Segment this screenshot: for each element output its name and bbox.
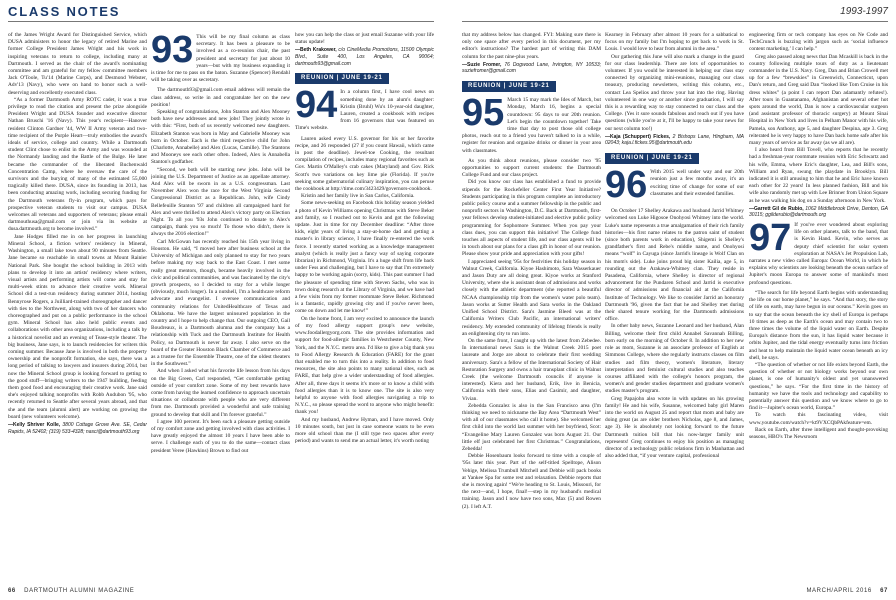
note-paragraph: how you can help the class or just email Suzanne with your life status update!: [295, 32, 434, 46]
note-paragraph: Our gathering this June will also mark a change in the guard for our class leadership. There are lots of opportunities to volunteer. If you would be interested in helping our class stay connected by organizing mini-reunions, managing our class treasury, producing newsletters, writing this column, etc., contact Lea Spelios and throw your hat into the ring. Having volunteered in one way or another since graduation, I will say this is a rewarding way to stay connected to our class and the College. (Yes it sure sounds fabulous and reach out if you have questions (while you're at it, I'll be happy to take your news for our next column too!): [605, 53, 744, 132]
note-paragraph: In other baby news, Suzanne Leonard and her husband, Alan Billing, welcome their first child Annabel Savannah Billing, born early on the morning of October 8. In addition to her new role as mom, Suzanne is an associate professor of English at Simmons College, where she regularly instructs classes on film studies and film theory, women's literature, literary interpretation and feminist cultural studies and also teaches courses affiliated with the college's honors program, the women's and gender studies department and graduate women's studies master's program.: [605, 323, 744, 395]
secretary-contact: 1062 Middlebrook Drive, Denton, GA 30115; ggilderubio@dartmouth.org: [749, 205, 888, 219]
note-paragraph: This will be my final column as class secretary. It has been a pleasure to be involved as a co-reunion chair, the past president and secretary for just about 10 years—but with my business expanding it is time for me to pass on the baton. Suzanne (Spencer) Rendahl will be taking over as secretary.: [151, 34, 290, 84]
note-paragraph: I also heard from Bill Tovell, who reports that he recently had a freshman-year roommate reunion with Eric Schwartz and his wife, Emma, where Eric's daughter, Lea, and Bill's sons, William and Ryan, swung the playdate in Brooklyn. Bill indicated it is still amusing to him that he and Eric have known each other for 22 years! In less planned fashion, Bill and his wife also randomly met up with Lee Brinner from Union Square as he was walking his dog on a Sunday afternoon in New York.: [749, 147, 888, 204]
reunion-banner: REUNION | JUNE 19-21: [295, 73, 389, 84]
note-paragraph: Debbie Hosenbaum looks forward to time with a couple of '95s later this year. Part of the self-titled Spelltope, Alison Vehige, Melissa Trumbull Mitchell and Debbie will pack books at Yankee Spa for some rest and relaxation. Debbie reports that she is moving again! “We're heading to St. Louis, Missouri, for the next—and, I hope, final!—step in my husband's medical training. Jason and I now have two sons, Max (5) and Rowen (2). I left A.T.: [462, 453, 601, 510]
secretary-name: —Garrett Gil de Rubio,: [749, 205, 804, 212]
class-year-numeral: 95: [462, 92, 505, 135]
secretary-contact: 3800 Cottage Grove Ave. SE, Cedar Rapids, IA 52402; (319) 533-4328; nasci@dartmouth93.org: [8, 421, 147, 435]
secretary-name: —Kelly Shriver Kolle,: [8, 421, 61, 428]
text-column: [295, 32, 434, 588]
note-paragraph: “As a former Dartmouth Army ROTC cadet, it was a true privilege to read the citation and present the prize alongside President Wright and DUSA founder and executive director Nathan Bruschi '16 (Navy). This year's recipient—Hanover resident Clinton Gardner '44, WW II Army veteran and two-time recipient of the Purple Heart—truly embodies the award's ideals of service, college and country. While a Dartmouth student Clint chose to enlist in the Army and was wounded at the Normandy landing and the Battle of the Bulge. He later became the commander of the liberated Buchenwald Concentration Camp, where he oversaw the care of the survivors and the burying of many of the estimated 55,000 tragically killed there. DUSA, since its founding in 2013, has been conducting amazing work, including securing funding for the Dartmouth veterans fly-in program, which pays for prospective veteran students to visit our campus. DUSA welcomes all veterans and supporters of veterans; please email dartmouthusa@gmail.com or join via its website at dusa.dartmouth.org to become involved.”: [8, 96, 147, 233]
text-column: [605, 32, 744, 588]
note-paragraph: In a column first, I have cool news on something done by an alum's daughter: Kristin (Bruhl) Wu's 10-year-old daughter, Lauren, created a cookbook with recipes from 16 governors that was featured on Time's website.: [295, 89, 434, 132]
note-paragraph: engineering firm or tech company has eyes on Ne Code and TechCrunch is buzzing with jargon such as ‘social influence content marketing,’ I can help.”: [749, 32, 888, 53]
note-paragraph: “The search for life beyond Earth begins with understanding the life on our home planet,” he says. “And that story, the story of life on earth, may have begun in our oceans.” Kevin goes on to say that the ocean beneath the icy shell of Europa is perhaps 10 times as deep as the Earth's ocean and may contain two to three times the volume of the liquid water on Earth. Despite Europa's distance from the sun, it has liquid water because it orbits Jupiter, and the tidal energy eventually turns into friction and heat to help maintain the liquid water ocean beneath an icy shell, he says.: [749, 289, 888, 361]
left-page-footer: [8, 588, 134, 600]
text-column: [151, 32, 290, 588]
page-number: 67: [880, 588, 888, 594]
class-year-entry: [295, 84, 434, 132]
class-year-entry: [749, 217, 888, 287]
note-paragraph: On the same front, I caught up with the latest from Zebedee. In international news Sara is the Walnut Creek 2015 poet laureate and Jorge are about to celebrate their first wedding anniversary. Sara's a fellow of the International Society of Hair Restoration Surgery and owns a hair transplant clinic in Walnut Creek (the welcome Dartmouth councils if anyone is interested). Kiera and her husband, Erik, live in Benicia, California with their sons, Elias and Casimir, and daughter, Vivian.: [462, 337, 601, 402]
note-paragraph: I agree 100 percent. It's been such a pleasure getting outside of my comfort zone and getting involved with class activities. I have greatly enjoyed the almost 10 years I have been able to serve. I challenge each of you to do the same—contact class president Veree (Hawkins) Brown to find out: [151, 418, 290, 454]
page-number: 66: [8, 588, 16, 594]
note-paragraph: Kearney in February after almost 10 years for a sabbatical to focus on my family but I'm hoping to get back to work in St. Louis. I would love to hear from alumni in the area.”: [605, 32, 744, 53]
note-paragraph: To watch this fascinating video, visit www.youtube.com/watch?v=kt9VXCQbPAkfeature=em.: [749, 412, 888, 426]
note-paragraph: “Second, we both will be starting new jobs. John will be joining the U.S. Department of Justice as an appellate attorney. And Alex will be sworn in as a U.S. congressman. Last November Alex won the race for the West Virginia Second Congressional District as a Republican. John, wife Cindy Bellefeuille Stanton '97 and children all campaigned hard for Alex and were thrilled to attend Alex's victory party on Election Night. To all you '93s John continued to donate to Alex's campaign, thank you so much! To those who didn't, there is always the 2016 election!”: [151, 166, 290, 238]
note-paragraph: If you've ever wondered about exploring life on other planets, talk to the band, that is Kevin Hand. Kevin, who serves as deputy chief scientist for solar system exploration at NASA's Jet Propulsion Lab, narrates a new video called Europa: Ocean World, in which he explains why scientists are looking beneath the ocean surface of Jupiter's moon Europa to answer some of mankind's most profound questions.: [749, 222, 888, 286]
note-paragraph: On October 17 Shelley Arakawa and husband Jarrid Whitney welcomed son Luke Higosoe Onohyosi Whitney into the world. Luke's name represents a true amalgamation of their rich family histories—his first name relates to the patron saint of student (since both parents work in education), Shigemi is Shelley's grandfather's first and Rebe's middle name, and Onohyosi means “wolf” in Cayuga (since Jarrid's lineage is Wolf Clan on his mom's side). Luke joins proud big sister Kailia, age 5, in rounding out the Arakawa-Whitney clan. They reside in Pasadena, California, where Shelley is director of regional advancement for the Pundaren School and Jarrid is executive director of admissions and financial aid at the California Institute of Technology. We like to consider Jarrid an honorary Dartmouth '96, given the fact that he and Shelley met during their shared tenure working for the Dartmouth admissions office.: [605, 208, 744, 323]
note-paragraph: Speaking of congratulations, John Stanton and Alex Mooney both have new addresses and new jobs! They jointly wrote in with this: “First, both of us recently welcomed new daughters. Elizabeth Stanton was born in May and Gabrielle Mooney was born in October. Each is the third respective child for John (Charlotte, Annabelle) and Alex (Lucas, Camille). The Stantons and Mooneys see each other often. Indeed, Alex is Annabella Stanton's godfather.: [151, 109, 290, 166]
secretary-name: —Kaja (Schuppert) Fickes,: [605, 133, 671, 140]
note-paragraph: On the home front, I am very excited to announce the launch of my food allergy support group's new website, www.foodallergyorg.com. The site provides information and support for food-allergic families in Westchester County, New York, and the N.Y.C. metro area. I'd like to give a big thank you to Food Allergy Research & Education (FARE) for the grant that enabled me to turn this into a reality. In addition to food resources, the site also points to many national sites, such as FARE, that help give a wider understanding of food allergies. After all, three days it seems it's more or to know a child with food allergies than it is to know one. The site is also very helpful to anyone with food allergies navigating a trip to N.Y.C., so please spread the word to anyone who might benefit: thank you!: [295, 315, 434, 416]
reunion-banner: REUNION | JUNE 19-21: [462, 81, 556, 92]
note-paragraph: Did you know our class has established a fund to provide stipends for the Rockefeller Center First Year Initiative? Students participating in this program complete an introductory public policy course and a summer fellowship in the public and nonprofit sectors in Washington, D.C. Back at Dartmouth, first-year fellows develop student-initiated and elective public policy programming for Sophomore Summer. When you pay your class dues, you can support this initiative! The College fund touches all aspects of student life, and our class agents will be in touch about our plans for a class gift in honor of our reunion. Please show your pride and appreciation with your gifts!: [462, 179, 601, 258]
text-column: [749, 32, 888, 588]
text-column: [8, 32, 147, 588]
header-rule: [8, 21, 434, 22]
class-year-entry: [462, 92, 601, 155]
section-title: CLASS NOTES: [8, 4, 121, 19]
note-paragraph: Lauren asked every U.S. governor for his or her favorite recipe, and 26 responded (27 if you count Hawaii, which came in post the deadline). Jewel-toe Cooking, the resultant compilation of recipes, includes many regional favorites such as Gov. Martin O'Malley's crab cakes (Maryland) and Gov. Rick Scott's two variations on key lime pie (Florida). If you're seeking some gubernatorial culinary inspiration, you can peruse the cookbook at http://time.com/3423429/governors-cookbook.: [295, 135, 434, 193]
left-page-header: [8, 0, 434, 24]
note-paragraph: Carl McGowan has recently reached his 15th year living in Houston. He said, “I moved here after business school at the University of Michigan and only planned to stay for two years before making my way back to the East Coast. I met some really great mentors, though, became heavily involved in the civic and political communities, and was fascinated by the city's growth prospects, so I decided to stay for a while longer (obviously, much longer). In a nutshell, I'm a healthcare reform advocate and evangelist. I oversee communication and community relations for UnitedHealthcare of Texas and Oklahoma. We have the largest uninsured population in the country and I hope to help change that. Our outgoing CEO, Gail Boudreaux, is a Dartmouth alumna and the company has a relationship with Tuck and the Dartmouth Institute for Health Policy, so Dartmouth is never far away. I also serve on the board of the Greater Houston Black Chamber of Commerce and as a trustee for the Ensemble Theatre, one of the oldest theaters in the Southwest.”: [151, 238, 290, 368]
secretary-signature: [462, 62, 601, 75]
note-paragraph: March 15 may mark the Ides of March, but Monday, March 16, begins a special countdown: 95 days to our 20th reunion. Let's begin the countdown together! Take time that day to post those old college photos, reach out to a friend you haven't talked to in a while, register for reunion and organize drinks or dinner in your area with classmates.: [462, 97, 601, 154]
secretary-name: —Beth Krakower,: [295, 47, 337, 54]
header-rule: [462, 21, 888, 22]
publication-name: DARTMOUTH ALUMNI MAGAZINE: [24, 588, 135, 594]
note-paragraph: Back on Earth, after three intelligent and thought-provoking seasons, HBO's The Newsroom: [749, 426, 888, 440]
secretary-contact: c/o CineMedia Promotions, 11500 Olympic Blvd., Suite 400, Los Angeles, CA 90064; dartmouth93@gmail.com: [295, 47, 434, 67]
class-year-numeral: 96: [605, 164, 648, 207]
class-year-numeral: 97: [749, 217, 792, 260]
note-paragraph: And my husband, Andrew Hyman, and I have moved. Only 10 minutes south, but just in case someone wants to be even more old school than me (I still type two spaces after every period) and wants to send me an actual letter, it's worth noting: [295, 416, 434, 445]
reunion-banner: REUNION | JUNE 19-21: [605, 153, 699, 164]
note-paragraph: that my address below has changed. FYI: Making sure there is only one space after every period in this document, per my editor's instructions? The hardest part of writing this DAM column for the past nine-plus years.: [462, 32, 601, 60]
secretary-signature: [605, 134, 744, 147]
note-paragraph: “The question of whether or not life exists beyond Earth, the question of whether or not biology works beyond our own planet, is one of humanity's oldest and yet unanswered questions,” he says. “For the first time in the history of humanity we have the tools and technology and capability to potentially answer this question and we know where to go to find it—Jupiter's ocean world, Europa.”: [749, 361, 888, 412]
note-paragraph: With 2015 well under way and our 20th reunion just a few months away, it's an exciting time of change for some of our classmates and their extended families.: [650, 169, 744, 197]
note-paragraph: As you think about reunions, please consider two '95 opportunities to support current students: the Dartmouth College Fund and our class project.: [462, 157, 601, 179]
secretary-contact: 2 Bishops Lane, Hingham, MA 02043; kaja.l.fickes.95@dartmouth.edu: [605, 133, 744, 147]
class-year-entry: [151, 34, 290, 84]
secretary-signature: [8, 422, 147, 435]
right-page-header: [462, 0, 888, 24]
class-years: 1993-1997: [840, 6, 888, 17]
note-paragraph: Greg Papajohn also wrote in with updates on his growing family! He and his wife, Susanne, welcomed baby girl Maren into the world on August 25 and report that mom and baby are doing great (as are older brothers Nicholas, age 8, and James, age 3). He is absolutely not looking forward to the future Dartmouth tuition bill that his now-larger family unit represents! Greg continues to enjoy his position as managing director of a technology public relations firm in Manhattan and also added that, “if your venture capital, professional: [605, 395, 744, 460]
secretary-signature: [295, 47, 434, 67]
class-year-numeral: 94: [295, 84, 338, 127]
note-paragraph: And when I asked what his favorite life lesson from his days on the Big Green, Carl responded, “Get comfortable getting outside of your comfort zone. Some of my best rewards have come from having the learned confidence to approach uncertain situations or collaborate with people who are very different from me. Dartmouth provided a wonderful and safe training ground to develop that skill and I'm forever grateful.”: [151, 368, 290, 418]
note-paragraph: Some news-seeking on Facebook this holiday season yielded a photo of Kevin Williams opening Christmas with Steve Beker and family, so I reached out to Kevin and got the following update. Just in time for my December deadline: “After three kids, eight years of living a stay-at-home dad and getting a master's in library science, I have finally re-entered the work force. I recently started working as a knowledge management analyst (which is really just a fancy way of saying corporate librarian) in Richmond, Virginia. It's a huge shift from life back under Fess and challenging, but I have to say that I'm extremely happy to be working again (sorry, kids). This past summer I had the pleasure of spending time with Steven Sachs, who was in town doing research at the Library of Virginia, and we have had a few visits from my former roommate Steve Beker. Richmond is a fantastic, rapidly growing city and if you've never been, come on down and let me know!”: [295, 200, 434, 315]
secretary-contact: 76 Dogwood Lane, Irvington, NY 10533; suziefromer@gmail.com: [462, 61, 601, 75]
note-paragraph: I appreciated seeing '95s for festivities this holiday season in Walnut Creek, California. Kiyoe Hashimoto, Sara Wasserkauer and Jason Duty are all doing great. Kiyoe works at Stanford University, where she is assistant dean of admissions and works closely with the athletic department (she reported a beautiful NCAA championship trip from the women's water polo team). Jason works at Sutter Health and Sara works in the Oakland Unified School District. Sara's Jasmine Bleed was at the California Writers Club Pacific, an international writers' residency. My extended community of lifelong friends is really an enlightening city to run into.: [462, 258, 601, 337]
note-paragraph: of the James Wright Award for Distinguished Service, which DUSA administers to honor the legacy of retired Marine and former College President James Wright and his work in inspiring veterans to return to college, including many at Dartmouth. I served as the chair of the award's nominating committee and am grateful for my fellow committee members Jack O'Toole, Tu'14 (Marine Corps), and Desmond Webster, Adv'13 (Navy), who were on hand to honor such a well-deserving and excellently executed class.: [8, 32, 147, 96]
text-column: [462, 32, 601, 588]
right-page-footer: [806, 588, 888, 600]
note-paragraph: The dartmouth93@gmail.com email address will remain the class address, so write in and congratulate her on the new position!: [151, 87, 290, 108]
note-paragraph: Greg also passed along news that Dan Mcaskill is back in the country following multiple tours of duty as a lieutenant commander in the U.S. Navy. Greg, Dan and Brian Crowell met up for a few “brewskies” in Greenwich, Connecticut, upon Dan's return, and Greg said Dan “looked like Tom Cruise in his dress whites” (a point I can report Dan adamantly refutes!). After tours in Guantanamo, Afghanistan and several other hot spots around the world, Dan is now a cardiovascular surgeon (and assistant professor of thoracic surgery) at Mount Sinai Hospital in New York and lives in Pelham Manor with his wife, Pamela, son Anthony, age 5, and daughter Despina, age 3. Greg reiterated he is very happy to have Dan back home safe after his many years of service as far away (as we all are).: [749, 53, 888, 147]
class-year-entry: [605, 164, 744, 207]
secretary-name: —Suzie Fromer,: [462, 61, 502, 68]
note-paragraph: Kristin and her family live in San Carlos, California.: [301, 193, 415, 200]
note-paragraph: Zebedda Gonzalez is also in the San Francisco area (I'm thinking we need to nickname the Bay Area “Dartmouth West” with all of our classmates who call it home). She welcomed her first child into the world last summer with her boyfriend, Scot: “Evangeline Mary Lauren Gonzalez was born August 21. Our little elf just celebrated her first Christmas.” Congratulations, Zebedda!: [462, 402, 601, 452]
issue-date: MARCH/APRIL 2016: [806, 588, 872, 594]
note-paragraph: Jane Hodges filled me in on her progress in launching Mineral School, a fiction writers' residency in Mineral, Washington, a small lake town about 90 minutes from Seattle. Jane became so reachable in small towns at Mount Rainier National Park. She bought the school building in 2013 with plans to develop it into an artists' residency where writers, visual artists and performing artists will come and stay for multi-week stints to advance their creative work. Mineral School did a test-run residency during summer 2014, hosting Bennyrose Rogers, a Juilliard-trained choreographer and dancer with ties to the Northwest, along with two of her dancers who choreographed and put on a public performance in the school gym. Mineral School has also held public events and collaborations with other area organizations, including a talk by a historical novelist and an evening of Tease-style theater. The big business, Jane says, is to launch residencies for writers this coming summer. Because Jane is involved in both the property ownership and the nonprofit formation, she says, there was a long period of talking to lawyers and insurers during 2014, but now the Mineral School group is looking forward to getting to the good stuff—bringing writers to the 1947 building, feeding them good food and encouraging their creative work. Jane said she's enjoyed talking nonprofits with Robb Audubon '95, who recently returned to Seattle after several years abroad, and that she and the team (alumni alert) are working on growing the board (new volunteers welcome).: [8, 233, 147, 420]
class-year-numeral: 93: [151, 32, 194, 71]
